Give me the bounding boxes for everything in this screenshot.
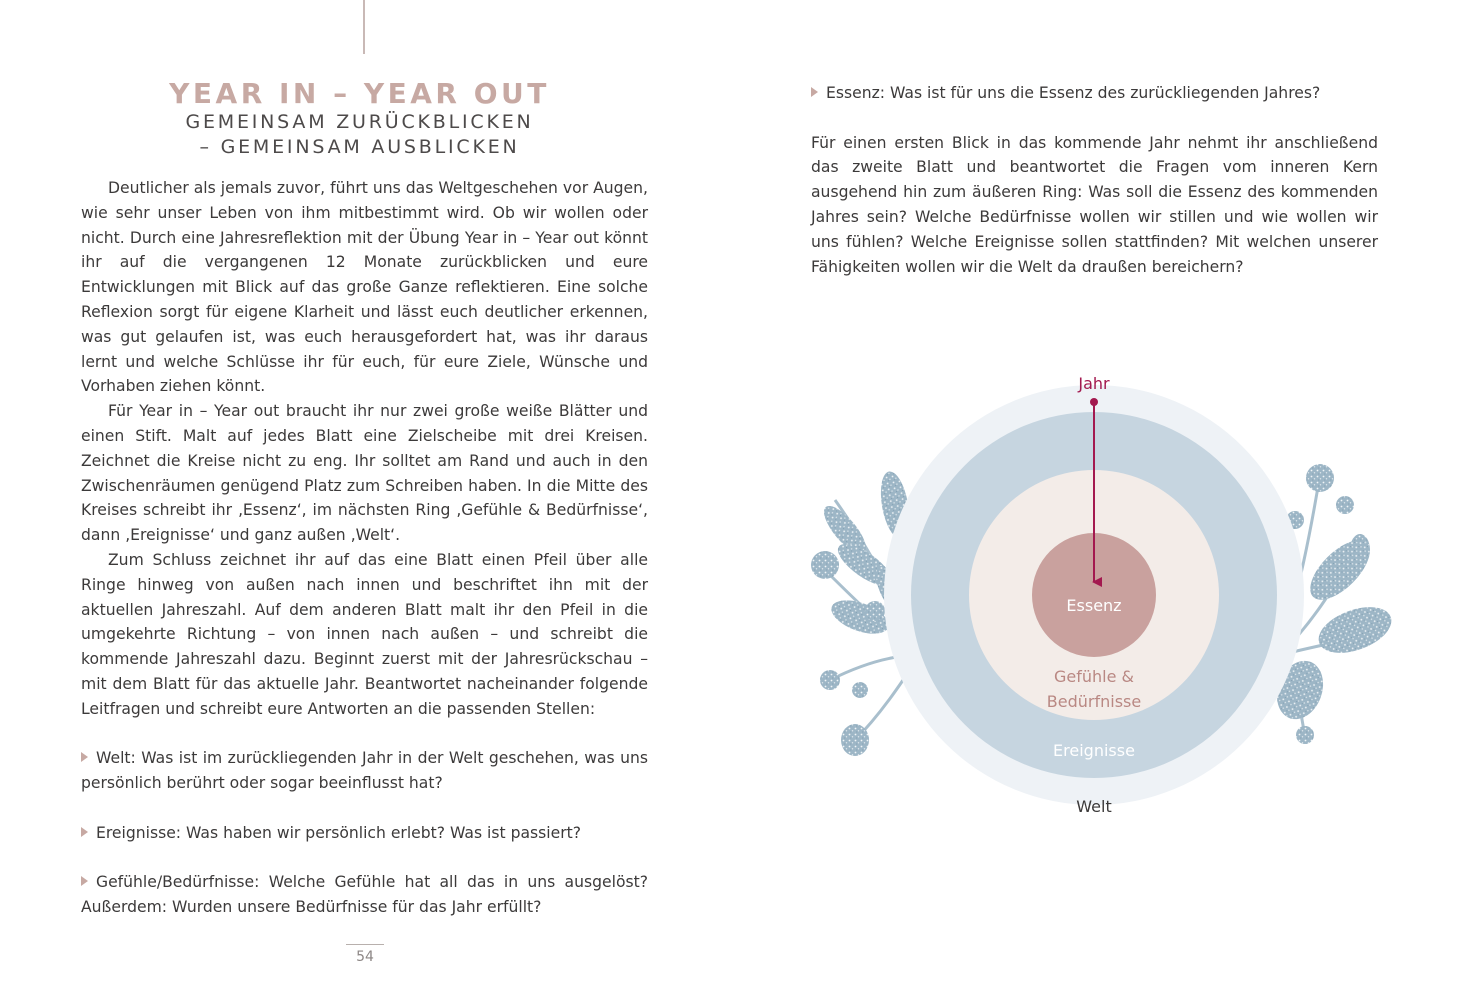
bullet-essence xyxy=(811,81,1378,106)
leaf-shape xyxy=(827,594,893,641)
target-diagram-svg xyxy=(800,355,1400,845)
bullet-arrow-icon xyxy=(81,827,88,837)
bullet-world xyxy=(81,746,648,796)
bullet-feelings-text: Gefühle/Bedürfnisse: Welche Gefühle hat all das in uns ausgelöst? Außerdem: Wurden unsere Bedürfnisse für das Jahr erfüllt? xyxy=(81,873,648,917)
bullet-world-text: Welt: Was ist im zurückliegenden Jahr in der Welt geschehen, was uns persönlich berührt oder sogar beeinflusst hat? xyxy=(81,749,648,793)
title-block xyxy=(71,78,648,160)
label-events: Ereignisse xyxy=(1053,741,1135,760)
label-world: Welt xyxy=(1076,797,1112,816)
page-subtitle-line-1: GEMEINSAM ZURÜCKBLICKEN xyxy=(185,111,534,133)
right-page xyxy=(811,81,1378,279)
bullet-arrow-icon xyxy=(81,876,88,886)
left-page xyxy=(81,78,648,920)
top-divider-line xyxy=(363,0,365,54)
arrow-origin-dot xyxy=(1090,398,1098,406)
berry-shape xyxy=(820,670,840,690)
leaf-shape xyxy=(1312,598,1397,662)
paragraph-materials: Für Year in – Year out braucht ihr nur zwei große weiße Blätter und einen Stift. Malt auf jedes Blatt eine Zielscheibe mit drei Kreisen. Zeichnet die Kreise nicht zu eng. Ihr solltet am Rand und auch in den Zwischenräumen genügend Platz zum Schreiben haben. In die Mitte des Kreises schreibt ihr ‚Essenz‘, im nächsten Ring ‚Gefühle & Bedürfnisse‘, dann ‚Ereignisse‘ und ganz außen ‚Welt‘. xyxy=(81,402,648,545)
page-subtitle-line-2: – GEMEINSAM AUSBLICKEN xyxy=(199,136,520,158)
label-year: Jahr xyxy=(1078,374,1110,393)
paragraph-intro: Deutlicher als jemals zuvor, führt uns das Weltgeschehen vor Augen, wie sehr unser Leben von ihm mitbestimmt wird. Ob wir wollen oder nicht. Durch eine Jahresreflektion mit der Übung Year in – Year out könnt ihr auf die vergangenen 12 Monate zurückblicken und eure Entwicklungen mit Blick auf das große Ganze reflektieren. Eine solche Reflexion sorgt für eigene Klarheit und lässt euch deutlicher erkennen, was gut gelaufen ist, was euch herausgefordert hat, was ihr daraus lernt und welche Schlüsse ihr für euch, für eure Ziele, Wünsche und Vorhaben ziehen könnt. xyxy=(81,179,648,396)
berry-shape xyxy=(841,724,869,756)
page-title: YEAR IN – YEAR OUT xyxy=(169,77,550,110)
berry-shape xyxy=(1336,496,1354,514)
page-number: 54 xyxy=(356,949,374,965)
bullet-arrow-icon xyxy=(81,752,88,762)
berry-shape xyxy=(1306,464,1334,492)
berry-shape xyxy=(811,551,839,579)
berry-shape xyxy=(865,601,885,621)
target-diagram xyxy=(800,355,1400,845)
bullet-essence-text: Essenz: Was ist für uns die Essenz des zurückliegenden Jahres? xyxy=(826,84,1321,102)
paragraph-arrow: Zum Schluss zeichnet ihr auf das eine Blatt einen Pfeil über alle Ringe hinweg von außen nach innen und beschriftet ihn mit der aktuellen Jahreszahl. Auf dem anderen Blatt malt ihr den Pfeil in die umgekehrte Richtung – von innen nach außen – und schreibt die kommende Jahreszahl dazu. Beginnt zuerst mit der Jahresrückschau – mit dem Blatt für das aktuelle Jahr. Beantwortet nacheinander folgende Leitfragen und schreibt eure Antworten an die passenden Stellen: xyxy=(81,550,648,718)
label-feelings-line-2: Bedürfnisse xyxy=(1046,692,1142,711)
berry-shape xyxy=(1296,726,1314,744)
label-feelings-line-1: Gefühle & xyxy=(1053,667,1135,686)
bullet-events xyxy=(81,821,648,846)
page-number-block xyxy=(346,944,384,965)
bullet-events-text: Ereignisse: Was haben wir persönlich erlebt? Was ist passiert? xyxy=(96,823,582,842)
bullet-feelings xyxy=(81,870,648,920)
page-number-rule xyxy=(346,944,384,945)
berry-shape xyxy=(852,682,868,698)
bullet-arrow-icon xyxy=(811,87,818,97)
paragraph-outlook: Für einen ersten Blick in das kommende Jahr nehmt ihr anschließend das zweite Blatt und beantwortet die Fragen vom inneren Kern ausgehend hin zum äußeren Ring: Was soll die Essenz des kommenden Jahres sein? Welche Bedürfnisse wollen wir stillen und wie wollen wir uns fühlen? Welche Ereignisse sollen stattfinden? Mit welchen unserer Fähigkeiten wollen wir die Welt da draußen bereichern? xyxy=(811,133,1378,276)
label-essence: Essenz xyxy=(1066,596,1122,615)
